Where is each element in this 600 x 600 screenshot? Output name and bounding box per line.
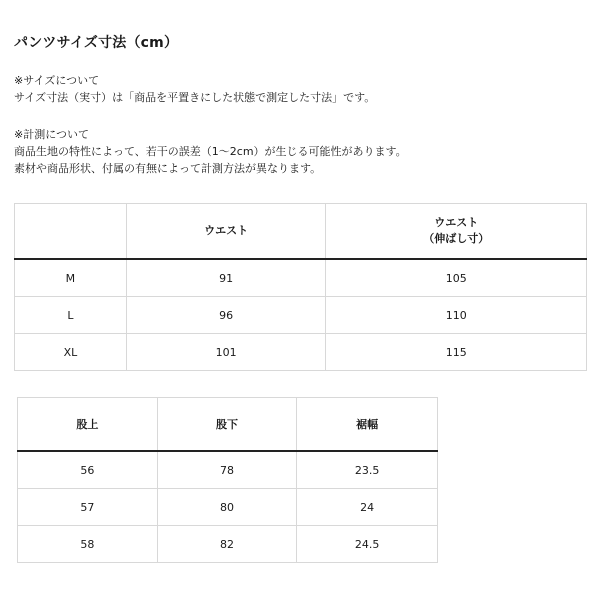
cell-waist: 96	[126, 297, 326, 334]
cell-inseam: 78	[157, 451, 297, 489]
table-row	[18, 451, 438, 489]
size-note-text: サイズ寸法（実寸）は「商品を平置きにした状態で測定した寸法」です。	[14, 91, 376, 104]
table-row	[15, 297, 587, 334]
header-size	[15, 204, 127, 260]
length-size-table	[17, 397, 438, 563]
cell-hem: 23.5	[297, 451, 438, 489]
table-header-row	[18, 398, 438, 452]
header-waist-stretch-line1: ウエスト	[434, 216, 479, 229]
cell-rise: 58	[18, 526, 158, 563]
cell-waist: 101	[126, 334, 326, 371]
cell-size: M	[15, 259, 127, 297]
header-inseam: 股下	[157, 398, 297, 452]
table-row	[18, 489, 438, 526]
table-row	[15, 259, 587, 297]
measure-note-text-2: 素材や商品形状、付属の有無によって計測方法が異なります。	[14, 162, 322, 175]
measure-note-heading: ※計測について	[14, 128, 89, 141]
cell-rise: 57	[18, 489, 158, 526]
size-note-heading: ※サイズについて	[14, 74, 100, 87]
cell-rise: 56	[18, 451, 158, 489]
table-row	[15, 334, 587, 371]
table-row	[18, 526, 438, 563]
table-header-row	[15, 204, 587, 260]
cell-waist-stretch: 115	[326, 334, 587, 371]
cell-waist-stretch: 110	[326, 297, 587, 334]
cell-waist: 91	[126, 259, 326, 297]
header-hem: 裾幅	[297, 398, 438, 452]
cell-size: L	[15, 297, 127, 334]
measure-note	[14, 126, 407, 177]
waist-size-table	[14, 203, 587, 371]
header-waist-stretch-line2: （伸ばし寸）	[423, 232, 490, 245]
cell-inseam: 80	[157, 489, 297, 526]
page-title: パンツサイズ寸法（cm）	[14, 35, 179, 51]
cell-waist-stretch: 105	[326, 259, 587, 297]
cell-hem: 24	[297, 489, 438, 526]
header-waist-stretch	[326, 204, 587, 260]
cell-hem: 24.5	[297, 526, 438, 563]
measure-note-text-1: 商品生地の特性によって、若干の誤差（1～2cm）が生じる可能性があります。	[14, 145, 407, 158]
size-note	[14, 72, 375, 106]
cell-size: XL	[15, 334, 127, 371]
header-waist: ウエスト	[126, 204, 326, 260]
header-rise: 股上	[18, 398, 158, 452]
cell-inseam: 82	[157, 526, 297, 563]
